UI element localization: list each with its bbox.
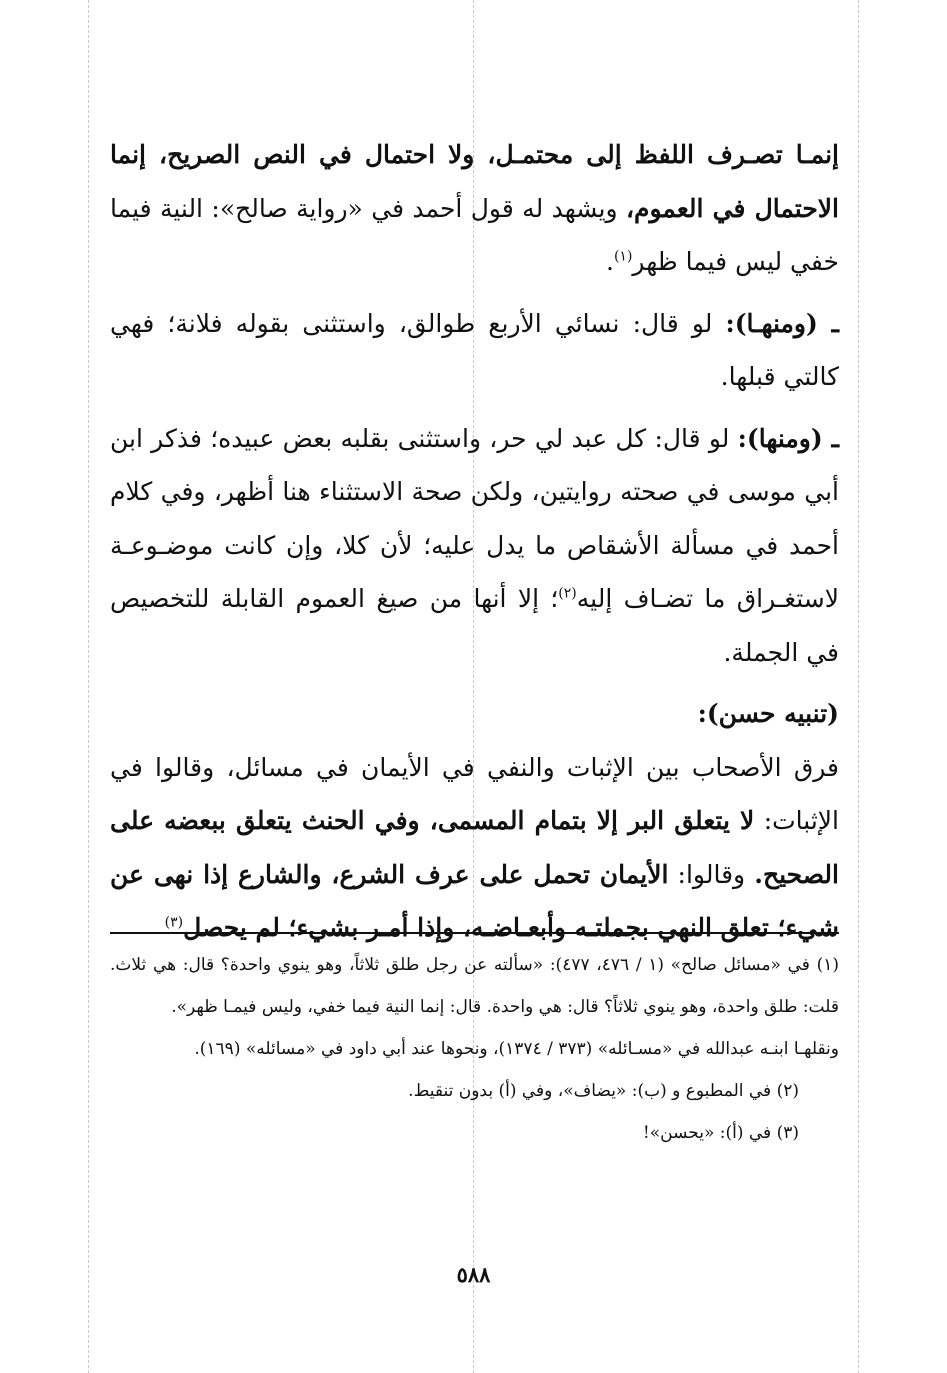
paragraph-1: إنمـا تصـرف اللفظ إلى محتمـل، ولا احتمال في النص الصريح، إنما الاحتمال في العموم، ويشهد له قول أحمد في «رواية صالح»: النية فيما خفي ليس فيما ظهر$^{(١)}$.: [110, 140, 840, 276]
footnote-ref: (٣): [164, 914, 184, 931]
text: لو قال: نسائي الأربع طوالق، واستثنى بقوله فلانة؛ فهي كالتي قبلها.: [110, 308, 839, 391]
scan-guide-line: [88, 0, 89, 1373]
footnote-ref: (٢): [558, 585, 577, 602]
text: وقالوا:: [668, 859, 755, 889]
bold-text: الأيمان تحمل على عرف الشرع، والشارع إذا نهى عن شيء؛ تعلق النهي بجملتـه وأبعـاضـه، وإذا أمـر بشيء؛ لم يحصل: [110, 859, 839, 942]
item-label: ـ (ومنهـا):: [725, 308, 839, 338]
text: ؛ إلا أنها من صيغ العموم القابلة للتخصيص في الجملة.: [110, 584, 839, 667]
footnote-1-cont: ونقلهـا ابنـه عبدالله في «مسـائله» (٣٧٣ / ١٣٧٤)، ونحوها عند أبي داود في «مسائله» (١٦٩).: [194, 1039, 839, 1059]
footnote-3: (٣) في (أ): «يحسن»!: [642, 1123, 799, 1143]
main-text: [110, 128, 839, 955]
text: فرق الأصحاب بين الإثبات والنفي في الأيمان في مسائل، وقالوا في الإثبات:: [110, 752, 839, 835]
footnote-2: (٢) في المطبوع و (ب): «يضاف»، وفي (أ) بدون تنقيط.: [408, 1081, 799, 1101]
item-label: ـ (ومنها):: [737, 423, 840, 453]
footnote-divider: [110, 932, 839, 934]
footnote-ref: (١): [613, 248, 633, 265]
scan-guide-line: [858, 0, 859, 1373]
paragraph-3: [110, 412, 839, 680]
paragraph-2: [110, 297, 839, 404]
section-heading: (تنبيه حسن):: [697, 699, 839, 728]
bold-text: لا يتعلق البر إلا بتمام المسمى، وفي الحنث يتعلق ببعضه على الصحيح.: [110, 806, 839, 889]
bold-text: إنمـا تصـرف اللفظ إلى محتمـل، ولا احتمال في النص الصريح، إنما الاحتمال في العموم،: [110, 140, 840, 223]
text: ويشهد له قول أحمد في «رواية صالح»: النية فيما خفي ليس فيما ظهر: [110, 193, 839, 276]
text: لو قال: كل عبد لي حر، واستثنى بقلبه بعض عبيده؛ فذكر ابن أبي موسى في صحته روايتين، ولكن صحة الاستثناء هنا أظهر، وفي كلام أحمد في مسألة الأشقاص ما يدل عليه؛ لأن كلا، وإن كانت موضـوعـة لاستغـراق ما تضـاف إليه: [110, 423, 840, 613]
footnotes: [110, 944, 839, 1154]
footnote-1: (١) في «مسائل صالح» (١ / ٤٧٦، ٤٧٧): «سألته عن رجل طلق ثلاثاً، وهو ينوي واحدة؟ قال: هي ثلاث. قلت: طلق واحدة، وهو ينوي ثلاثاً؟ قال: هي واحدة. قال: إنما النية فيما خفي، وليس فيمـا ظهر».: [110, 955, 839, 1017]
page-number: ٥٨٨: [456, 1262, 491, 1287]
paragraph-4: [110, 741, 839, 955]
